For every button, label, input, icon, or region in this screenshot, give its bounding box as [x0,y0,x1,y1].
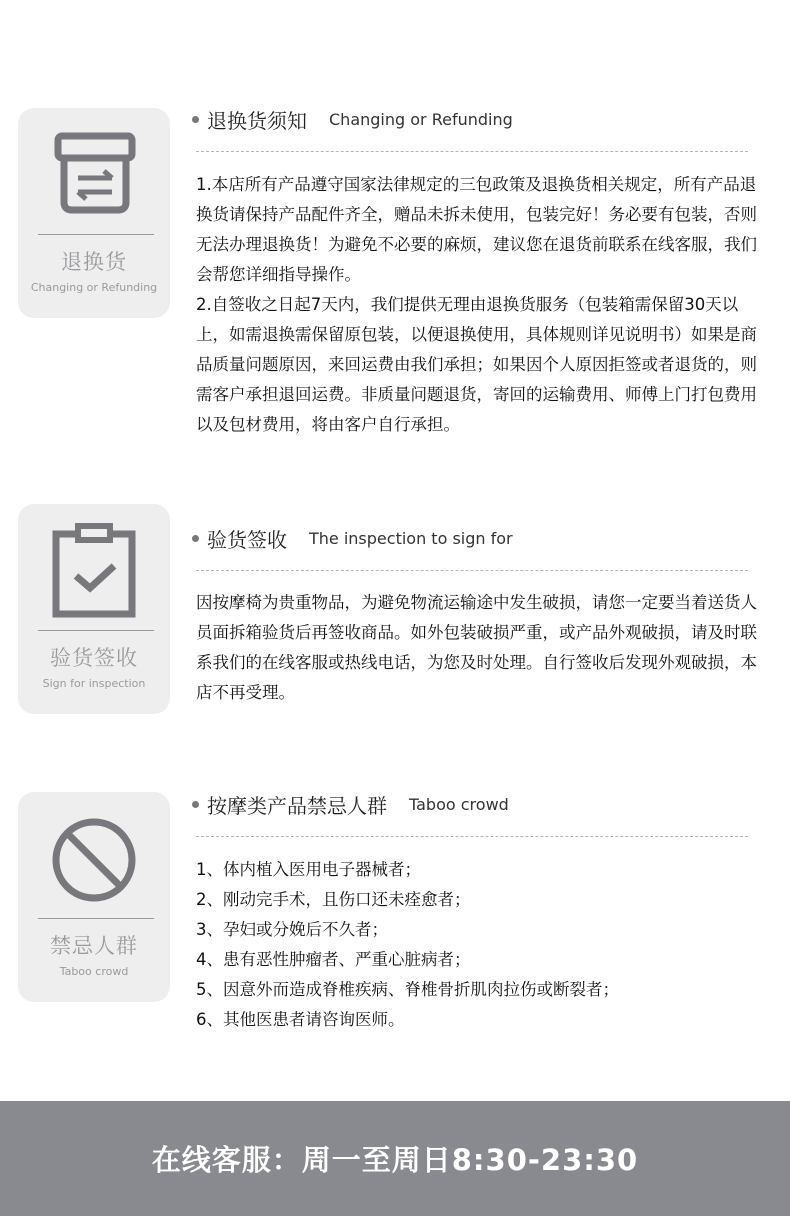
section-heading [192,523,513,553]
card-inspection [18,504,170,714]
card-divider [38,630,154,631]
card-title: 验货签收 [50,646,138,670]
bullet-dot [192,116,199,123]
bullet-dot [192,801,199,808]
card-subtitle: Taboo crowd [59,965,129,978]
heading-cn: 按摩类产品禁忌人群 [207,793,387,818]
list-item: 1、体内植入医用电子器械者； [196,860,421,879]
list-item: 4、患有恶性肿瘤者、严重心脏病者； [196,950,471,969]
list-item: 6、其他医患者请咨询医师。 [196,1010,405,1029]
section-body [196,588,758,708]
heading-en: The inspection to sign for [309,528,513,548]
section-heading [192,789,509,819]
paragraph: 因按摩椅为贵重物品，为避免物流运输途中发生破损，请您一定要当着送货人员面拆箱验货后再签收商品。如外包装破损严重，或产品外观破损，请及时联系我们的在线客服或热线电话，为您及时处理。自行签收后发现外观破损，本店不再受理。 [196,593,757,702]
list-item: 3、孕妇或分娩后不久者； [196,920,388,939]
taboo-list [196,855,758,1035]
clipboard-check-icon [18,522,170,622]
paragraph: 1.本店所有产品遵守国家法律规定的三包政策及退换货相关规定，所有产品退换货请保持产品配件齐全，赠品未拆未使用，包装完好！务必要有包装，否则无法办理退换货！为避免不必要的麻烦，建议您在退货前联系在线客服，我们会帮您详细指导操作。 [196,175,757,284]
prohibited-icon [18,810,170,910]
service-hours-footer [0,1101,790,1216]
dashed-divider [196,570,748,571]
exchange-box-icon [18,126,170,226]
list-item: 5、因意外而造成脊椎疾病、脊椎骨折肌肉拉伤或断裂者； [196,980,619,999]
heading-cn: 退换货须知 [207,108,307,133]
dashed-divider [196,836,748,837]
section-body [196,170,758,440]
dashed-divider [196,151,748,152]
paragraph: 2.自签收之日起7天内，我们提供无理由退换货服务（包装箱需保留30天以上，如需退换需保留原包装，以便退换使用，具体规则详见说明书）如果是商品质量问题原因，来回运费由我们承担；如果因个人原因拒签或者退货的，则需客户承担退回运费。非质量问题退货，寄回的运输费用、师傅上门打包费用以及包材费用，将由客户自行承担。 [196,295,757,434]
heading-en: Taboo crowd [409,794,509,814]
bullet-dot [192,535,199,542]
service-hours-text: 在线客服：周一至周日8:30-23:30 [151,1143,639,1177]
heading-cn: 验货签收 [207,527,287,552]
card-subtitle: Changing or Refunding [30,281,158,294]
card-taboo [18,792,170,1002]
card-title: 退换货 [61,250,127,274]
card-title: 禁忌人群 [50,934,138,958]
card-subtitle: Sign for inspection [42,677,146,690]
card-return [18,108,170,318]
heading-en: Changing or Refunding [329,109,513,129]
card-divider [38,234,154,235]
list-item: 2、刚动完手术，且伤口还未痊愈者； [196,890,471,909]
card-divider [38,918,154,919]
section-heading [192,104,513,134]
